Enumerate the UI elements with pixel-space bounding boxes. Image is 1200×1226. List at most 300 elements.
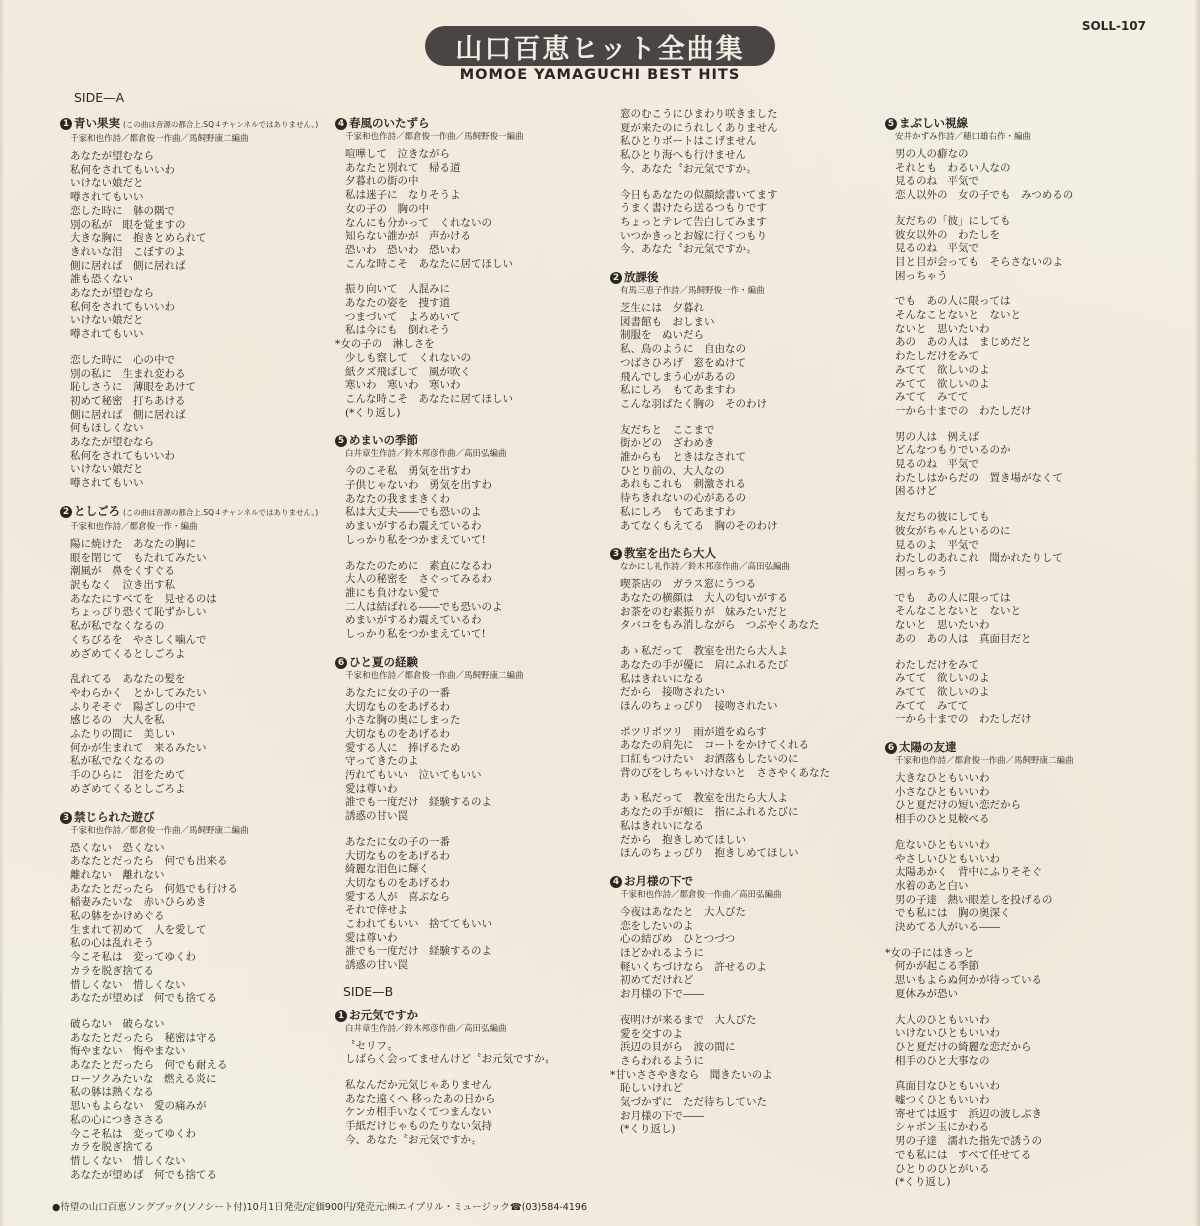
lyric-stanza	[885, 1014, 1074, 1069]
song-block	[335, 654, 555, 973]
lyric-line: 男の子達 熱い眼差しを投げるの	[895, 893, 1053, 906]
lyric-line: 見るのね 平気で	[895, 242, 979, 255]
lyric-stanza	[60, 150, 318, 342]
lyric-stanza	[885, 431, 1074, 500]
track-number-badge: 6	[335, 657, 347, 669]
lyric-line: 何かが生まれて 来るみたい	[70, 741, 207, 754]
song-title-text: ひと夏の経験	[349, 654, 418, 669]
song-title	[335, 654, 555, 670]
song-title	[885, 739, 1074, 755]
song-credit: 千家和也作詩／都倉俊一作曲／馬飼野康二編曲	[345, 670, 524, 681]
footer-notice: ●待望の山口百恵ソングブック(ソノシート付)10月1日発売/定価900円/発売元:㈱エイプリル・ミュージック☎(03)584-4196	[52, 1202, 587, 1213]
lyric-stanza	[335, 1040, 555, 1067]
lyric-line: 破らない 破らない	[70, 1017, 165, 1030]
lyric-line: 彼女以外の わたしを	[895, 228, 1000, 241]
track-number-badge: 2	[610, 272, 622, 284]
lyric-line: めざめてくるとしごろよ	[70, 782, 186, 795]
lyric-line: 背のびをしちゃいけないと ささやくあなた	[620, 766, 830, 779]
title-en: MOMOE YAMAGUCHI BEST HITS	[459, 67, 741, 83]
lyric-line: 相手のひと大事なの	[895, 1054, 990, 1067]
lyric-line: つばさひろげ 窓をぬけて	[620, 356, 746, 369]
lyric-line: どんなつもりでいるのか	[895, 444, 1011, 457]
lyric-line: 見るのね 平気で	[895, 458, 979, 471]
track-number-badge: 3	[610, 548, 622, 560]
lyric-line: 大人の秘密を さぐってみるわ	[345, 573, 492, 586]
lyric-line: わたしのあれこれ 聞かれたりして	[895, 552, 1063, 565]
lyric-line: 側に居れば 側に居れば	[70, 259, 186, 272]
lyric-line: あなたの手が頬に 指にふれるたびに	[620, 806, 799, 819]
song-block	[335, 115, 555, 420]
lyric-line: 恐いわ 恐いわ 恐いわ	[345, 243, 461, 256]
lyric-stanza	[610, 792, 830, 861]
lyric-stanza	[885, 511, 1074, 580]
lyric-line: あれもこれも 刺激される	[620, 478, 746, 491]
lyric-line: 私が私でなくなるの	[70, 620, 165, 633]
lyric-line: 図書館も おしまい	[620, 315, 715, 328]
lyric-line: ひと夏だけの短い恋だから	[895, 799, 1021, 812]
lyric-line: あゝ私だって 教室を出たら大人よ	[620, 792, 788, 805]
right-edge-shadow	[1194, 0, 1200, 1226]
lyric-line: あてなくもえてる 胸のそのわけ	[620, 519, 778, 532]
lyric-line: あなたが望めば 何でも捨てる	[70, 1168, 217, 1181]
song-title	[610, 873, 830, 889]
lyric-line: カラを脱ぎ捨てる	[70, 1141, 154, 1154]
lyric-line: お月様の下で――	[620, 988, 704, 1001]
lyric-line: 飛んでしまう心があるの	[620, 370, 736, 383]
song-credit: 千家和也作詩／都倉俊一作曲／馬飼野康二編曲	[70, 825, 249, 836]
song-title-text: 禁じられた遊び	[74, 809, 155, 824]
song-credit: 千家和也作詩／都倉俊一作曲／馬飼野俊一編曲	[345, 132, 524, 142]
lyric-stanza	[335, 560, 555, 642]
lyric-line: 別の私に 生まれ変わる	[70, 367, 186, 380]
lyric-line: くちびるを やさしく噛んで	[70, 633, 207, 646]
song-title	[610, 269, 830, 285]
lyric-line: 太陽あかく 背中にふりそそぐ	[895, 866, 1042, 879]
lyric-line: 待ちきれないの心があるの	[620, 492, 746, 505]
lyric-line: 私は今にも 倒れそう	[345, 324, 450, 337]
lyric-stanza	[610, 189, 830, 258]
lyric-line: (*くり返し)	[895, 1176, 951, 1189]
lyric-line: 感じるの 大人を私	[70, 714, 165, 727]
lyric-line: あなたが望むなら	[70, 150, 154, 162]
lyric-line: 一から十までの わたしだけ	[895, 713, 1032, 726]
lyric-line: 大切なものをあげるわ	[345, 700, 450, 713]
lyric-line: 気づかずに ただ待ちしていた	[620, 1096, 767, 1109]
lyric-line: 愛する人が 喜ぶなら	[345, 890, 450, 903]
lyric-line: あなた遠くへ 移ったあの日から	[345, 1092, 496, 1105]
lyric-line: こんな時こそ あなたに居てほしい	[345, 392, 513, 405]
lyric-line: 陽に焼けた あなたの胸に	[70, 537, 196, 550]
lyric-line: あの あの人は 真面目だと	[895, 632, 1032, 645]
lyric-line: みてて 欲しいのよ	[895, 363, 990, 376]
song-title	[335, 1007, 555, 1023]
lyric-line: 初めてだけれど	[620, 974, 694, 987]
song-title-text: としごろ	[74, 503, 120, 518]
lyric-line: やわらかく とかしてみたい	[70, 686, 207, 699]
lyric-line: 愛を交すのよ	[620, 1027, 683, 1040]
lyric-stanza	[60, 673, 318, 796]
lyric-line: 一から十までの わたしだけ	[895, 404, 1032, 417]
lyric-line: でも私には すべて任せてる	[895, 1148, 1032, 1161]
track-number-badge: 5	[335, 435, 347, 447]
lyric-line: ケンカ相手いなくてつまんない	[345, 1106, 492, 1119]
lyric-stanza	[610, 424, 830, 534]
lyric-stanza	[335, 465, 555, 547]
lyric-line: 手のひらに 泪をためて	[70, 769, 186, 782]
side-a-label: SIDE—A	[74, 90, 125, 105]
lyric-stanza	[885, 148, 1074, 203]
lyric-line: いけない娘だと	[70, 463, 144, 476]
lyric-line: ちょっとテレて告白してみます	[620, 215, 767, 228]
lyric-line: あなたとだったら 何処でも行ける	[70, 882, 238, 895]
lyric-line: あなたの手が優に 肩にふれるたび	[620, 658, 788, 671]
lyric-line: 私何をされてもいいわ	[70, 163, 175, 176]
left-edge-shadow	[0, 0, 4, 1226]
lyric-line: だから 抱きしめてほしい	[620, 833, 746, 846]
lyric-line: 眼を閉じて もたれてみたい	[70, 551, 207, 564]
lyric-line: 真面目なひともいいわ	[895, 1080, 1000, 1093]
lyric-line: ないと 思いたいわ	[895, 619, 990, 632]
lyric-line: いけない娘だと	[70, 314, 144, 327]
lyric-line: 今、あなた〝お元気ですか〟	[620, 243, 757, 256]
song-credit: 千家和也作詩／都倉俊一作・編曲	[70, 521, 198, 532]
track-number-badge: 1	[335, 1010, 347, 1022]
lyric-line: 恐くない 恐くない	[70, 841, 165, 854]
lyric-line: 嘘つくひともいいわ	[895, 1094, 990, 1107]
lyric-line: 男の人は 例えば	[895, 430, 979, 443]
lyrics-column-4	[885, 115, 1074, 1202]
lyric-line: 私何をされてもいいわ	[70, 300, 175, 313]
lyric-line: それとも わるい人なの	[895, 161, 1011, 174]
song-credit: なかにし礼作詩／鈴木邦彦作曲／高田弘編曲	[620, 562, 791, 573]
lyric-line: 何もほしくない	[70, 422, 144, 435]
lyric-line: そんなことないと ないと	[895, 309, 1021, 322]
lyric-line: 寒いわ 寒いわ 寒いわ	[345, 379, 461, 392]
song-block	[610, 873, 830, 1137]
lyric-line: 今日もあなたの似顔絵書いてます	[620, 188, 778, 201]
lyric-line: 私、鳥のように 自由なの	[620, 343, 746, 356]
lyric-line: 知らない誰かが 声かける	[345, 230, 471, 243]
song-title-text: まぶしい視線	[899, 116, 968, 130]
lyric-line: うまく書けたら送るつもりです	[620, 202, 767, 215]
song-block	[60, 115, 318, 491]
lyric-line: あなたの肩先に コートをかけてくれる	[620, 739, 809, 752]
lyric-line: 口紅もつけたい お洒落もしたいのに	[620, 753, 799, 766]
lyric-stanza	[610, 108, 830, 177]
song-block	[885, 115, 1074, 727]
song-credit: 有馬三恵子作詩／馬飼野俊一作・編曲	[620, 286, 765, 297]
song-title	[610, 545, 830, 561]
lyric-stanza	[610, 302, 830, 412]
lyric-line: 思いもよらぬ何かが待っている	[895, 974, 1042, 987]
lyric-line: 紙クズ飛ばして 風が吹く	[345, 365, 471, 378]
lyric-line: 見るのよ 平気で	[895, 538, 979, 551]
lyric-line: 惜しくない 惜しくない	[70, 978, 186, 991]
lyric-line: 今、あなた〝お元気ですか〟	[620, 162, 757, 175]
lyric-line: 少しも察して くれないの	[345, 351, 471, 364]
song-note: (この曲は音源の都合上.SQ４チャンネルではありません。)	[123, 120, 319, 129]
lyric-line: でも私には 胸の奥深く	[895, 907, 1011, 920]
lyric-line: そんなことないと ないと	[895, 605, 1021, 618]
lyric-stanza	[610, 906, 830, 1002]
song-title-text: 春風のいたずら	[349, 116, 430, 130]
lyric-line: 大切なものをあげるわ	[345, 849, 450, 862]
lyric-line: 水着のあと白い	[895, 879, 969, 892]
song-credit: 白井章生作詩／鈴木邦彦作曲／高田弘編曲	[345, 449, 507, 460]
lyric-line: ほんのちょっぴり 接吻されたい	[620, 699, 778, 712]
lyric-line: 私は大丈夫――でも恐いのよ	[345, 506, 482, 519]
lyric-line: 窓のむこうにひまわり咲きました	[620, 108, 778, 120]
lyric-line: 夕暮れの街の中	[345, 175, 419, 188]
lyric-line: 私ひとり海へも行けません	[620, 149, 746, 162]
lyric-line: 私何をされてもいいわ	[70, 449, 175, 462]
lyric-line: やさしいひともいいわ	[895, 852, 1000, 865]
song-title	[60, 115, 318, 133]
lyric-line: 大きなひともいいわ	[895, 772, 990, 785]
lyric-line: 私が私でなくなるの	[70, 755, 165, 768]
track-number-badge: 1	[60, 118, 72, 130]
song-block	[335, 1007, 555, 1148]
lyric-line: なんにも分かって くれないの	[345, 216, 492, 229]
lyric-stanza	[60, 538, 318, 661]
lyric-line: 街かどの ざわめき	[620, 437, 715, 450]
lyric-line: わたしはからだの 置き場がなくて	[895, 471, 1063, 484]
song-title-text: 教室を出たら大人	[624, 546, 716, 561]
lyric-line: 愛は尊いわ	[345, 931, 398, 944]
song-block	[610, 108, 830, 257]
lyric-line: わたしだけをみて	[895, 350, 979, 363]
lyric-stanza	[610, 1014, 830, 1137]
lyric-stanza	[60, 842, 318, 1006]
lyric-line: *女の子にはきっと	[885, 946, 975, 959]
track-number-badge: 4	[610, 876, 622, 888]
lyric-line: でも あの人に限っては	[895, 591, 1011, 604]
lyric-line: 稲妻みたいな 赤いひらめき	[70, 896, 207, 909]
lyric-line: 軽いくちづけなら 許せるのよ	[620, 960, 767, 973]
lyric-stanza	[335, 687, 555, 824]
lyric-line: あなたの姿を 捜す道	[345, 297, 450, 310]
lyric-line: お月様の下で――	[620, 1109, 704, 1122]
lyric-line: 私の心は乱れそう	[70, 937, 154, 950]
lyric-line: *女の子の 淋しさを	[335, 338, 435, 351]
lyric-line: 友だちと ここまで	[620, 423, 715, 436]
lyric-stanza	[885, 215, 1074, 284]
side-b-label: SIDE—B	[343, 983, 394, 999]
lyric-line: めざめてくるとしごろよ	[70, 647, 186, 660]
lyric-line: 生まれて初めて 人を愛して	[70, 923, 207, 936]
lyric-line: でも あの人に限っては	[895, 295, 1011, 308]
lyric-line: ふたりの間に 美しい	[70, 728, 175, 741]
lyric-line: 困っちゃう	[895, 565, 948, 578]
lyric-line: あなたに女の子の一番	[345, 835, 450, 848]
lyric-line: 芝生には 夕暮れ	[620, 302, 704, 315]
lyric-stanza	[60, 1018, 318, 1182]
song-title-text: めまいの季節	[349, 433, 418, 448]
lyric-line: 誘惑の甘い罠	[345, 810, 408, 823]
lyric-line: だから 接吻されたい	[620, 686, 725, 699]
song-credit: 千家和也作詩／都倉俊一作曲／馬飼野康二編曲	[895, 756, 1074, 767]
song-block	[610, 545, 830, 861]
track-number-badge: 4	[335, 118, 347, 130]
song-title-text: お月様の下で	[624, 873, 693, 888]
lyric-line: 恥しさうに 薄眼をあけて	[70, 381, 196, 394]
lyric-line: 男の子達 濡れた指先で誘うの	[895, 1135, 1042, 1148]
lyric-line: ポツリポツリ 雨が道をぬらす	[620, 725, 767, 738]
lyric-line: 夜明けが来るまで 大人びた	[620, 1013, 757, 1026]
song-note: (この曲は音源の都合上.SQ４チャンネルではありません。)	[123, 507, 319, 517]
lyric-line: 私にしろ もてあますわ	[620, 505, 736, 518]
lyric-line: しばらく会ってませんけど〝お元気ですか〟	[345, 1053, 555, 1066]
lyric-line: 私はきれいになる	[620, 819, 704, 832]
lyric-line: ちょっぴり恐くて恥ずかしい	[70, 606, 207, 619]
lyric-line: 誰にも負けない愛で	[345, 586, 440, 599]
track-number-badge: 2	[60, 506, 72, 518]
lyric-line: あなたが望むなら	[70, 287, 154, 300]
lyric-line: 汚れてもいい 泣いてもいい	[345, 769, 482, 782]
lyric-line: 手紙だけじゃものたりない気持	[345, 1120, 492, 1133]
lyric-line: 大人のひともいいわ	[895, 1013, 990, 1026]
lyric-line: 恋した時に 心の中で	[70, 353, 175, 366]
song-title-text: 太陽の友達	[899, 740, 957, 755]
lyric-line: 離れない 離れない	[70, 868, 165, 881]
lyric-line: あなたが望めば 何でも捨てる	[70, 992, 217, 1005]
lyric-line: 夏が来たのにうれしくありません	[620, 121, 778, 134]
lyric-line: 大切なものをあげるわ	[345, 727, 450, 740]
lyric-line: 今、あなた〝お元気ですか〟	[345, 1133, 482, 1146]
lyric-line: あなたとだったら 何でも出来る	[70, 855, 228, 868]
song-title	[60, 503, 318, 521]
lyric-line: 今こそ私は 変ってゆくわ	[70, 1127, 196, 1140]
lyric-line: あの あの人は まじめだと	[895, 336, 1032, 349]
lyric-line: 夏休みが恐い	[895, 987, 958, 1000]
lyric-line: 困っちゃう	[895, 269, 948, 282]
lyric-line: ほんのちょっぴり 抱きしめてほしい	[620, 847, 799, 860]
lyric-line: 今夜はあなたと 大人びた	[620, 905, 746, 918]
song-credit: 安井かずみ作詩／穂口雄右作・編曲	[895, 132, 1032, 142]
lyric-stanza	[610, 578, 830, 633]
song-title-text: 青い果実	[74, 116, 120, 130]
lyric-stanza	[60, 354, 318, 491]
lyric-line: シャボン玉にかわる	[895, 1121, 990, 1134]
lyric-line: (*くり返し)	[345, 406, 401, 419]
lyric-stanza	[335, 283, 555, 420]
lyric-line: あなたに女の子の一番	[345, 686, 450, 699]
lyric-line: ほどかれるように	[620, 947, 704, 960]
lyric-line: みてて 欲しいのよ	[895, 672, 990, 685]
lyric-line: 危ないひともいいわ	[895, 838, 990, 851]
lyric-line: 守ってきたのよ	[345, 755, 419, 768]
lyric-line: 誘惑の甘い罠	[345, 959, 408, 972]
lyric-line: きれいな泪 こぼすのよ	[70, 245, 186, 258]
lyric-line: あなたの我ままきくわ	[345, 492, 450, 505]
song-block	[610, 269, 830, 533]
lyric-line: あなたのために 素直になるわ	[345, 559, 492, 572]
track-number-badge: 3	[60, 812, 72, 824]
lyric-line: 噂されてもいい	[70, 477, 144, 490]
lyric-line: 恋をしたいのよ	[620, 919, 694, 932]
lyric-line: 誰でも一度だけ 経験するのよ	[345, 945, 492, 958]
lyric-line: 友だちの彼にしても	[895, 511, 990, 524]
lyrics-column-3	[610, 108, 830, 1149]
lyric-line: めまいがするわ震えているわ	[345, 520, 482, 533]
lyrics-column-2	[335, 115, 555, 1159]
lyric-line: 寄せては返す 浜辺の波しぶき	[895, 1107, 1042, 1120]
lyric-line: (*くり返し)	[620, 1123, 676, 1136]
lyric-stanza	[885, 947, 1074, 1002]
lyric-line: 子供じゃないわ 勇気を出すわ	[345, 479, 492, 492]
lyric-line: つまづいて よろめいて	[345, 310, 461, 323]
lyric-line: 喫茶店の ガラス窓にうつる	[620, 578, 757, 591]
song-title	[60, 809, 318, 825]
song-block	[60, 809, 318, 1183]
lyric-line: 思いもよらない 愛の痛みが	[70, 1100, 207, 1113]
lyric-line: 振り向いて 人混みに	[345, 283, 450, 296]
lyric-line: 今のこそ私 勇気を出すわ	[345, 465, 471, 478]
lyric-line: 恥しいけれど	[620, 1082, 683, 1095]
lyric-line: 彼女がちゃんといるのに	[895, 524, 1011, 537]
song-title-text: お元気ですか	[349, 1007, 418, 1022]
song-block	[60, 503, 318, 797]
lyric-line: さらわれるように	[620, 1054, 704, 1067]
lyric-line: ひとり前の、大人なの	[620, 464, 725, 477]
lyric-line: いけない娘だと	[70, 177, 144, 190]
lyric-line: 誰からも ときはなされて	[620, 451, 746, 464]
song-credit: 白井章生作詩／鈴木邦彦作曲／高田弘編曲	[345, 1023, 507, 1034]
lyric-line: 男の人の癖なの	[895, 148, 969, 160]
lyric-line: 相手のひと見較べる	[895, 813, 990, 826]
track-number-badge: 6	[885, 742, 897, 754]
lyric-line: 見るのね 平気で	[895, 175, 979, 188]
lyric-stanza	[885, 659, 1074, 728]
lyric-line: *甘いささやきなら 聞きたいのよ	[610, 1068, 773, 1081]
lyric-line: タバコをもみ消しながら つぶやくあなた	[620, 619, 820, 632]
lyric-line: 二人は結ばれる――でも恐いのよ	[345, 600, 503, 613]
lyric-line: 誰も恐くない	[70, 273, 133, 286]
lyric-line: 私は迷子に なりそうよ	[345, 189, 461, 202]
song-block	[885, 739, 1074, 1190]
lyric-line: 誰でも一度だけ 経験するのよ	[345, 796, 492, 809]
lyric-line: 大切なものをあげるわ	[345, 876, 450, 889]
lyric-line: 私の心につきささる	[70, 1113, 165, 1126]
lyric-line: 大きな胸に 抱きとめられて	[70, 232, 207, 245]
lyric-stanza	[885, 839, 1074, 935]
lyric-line: 小さな胸の奥にしまった	[345, 714, 461, 727]
title-jp: 山口百恵ヒット全曲集	[455, 33, 745, 65]
lyric-line: こんな羽ばたく胸の そのわけ	[620, 397, 767, 410]
song-title	[335, 115, 555, 131]
lyric-line: ふりそそぐ 陽ざしの中で	[70, 700, 196, 713]
song-credit: 千家和也作詩／都倉俊一作曲／馬飼野康二編曲	[70, 134, 249, 144]
lyric-line: 乱れてる あなたの髪を	[70, 673, 186, 686]
lyric-line: 喧嘩して 泣きながら	[345, 148, 450, 160]
lyric-line: 困るけど	[895, 485, 937, 498]
lyric-line: 女の子の 胸の中	[345, 202, 429, 215]
lyric-stanza	[885, 772, 1074, 827]
lyric-stanza	[335, 1079, 555, 1148]
song-title	[335, 432, 555, 448]
lyric-line: 私なんだか元気じゃありません	[345, 1078, 492, 1091]
lyric-line: あなたにすべてを 見せるのは	[70, 592, 217, 605]
lyric-line: ないと 思いたいわ	[895, 322, 990, 335]
lyric-line: 友だちの「彼」にしても	[895, 214, 1011, 227]
lyric-line: 綺麗な泪色に輝く	[345, 863, 429, 876]
lyric-line: 目と目が会っても そらさないのよ	[895, 255, 1063, 268]
lyric-line: こんな時こそ あなたに居てほしい	[345, 257, 513, 270]
lyric-line: 潮風が 鼻をくすぐる	[70, 565, 175, 578]
lyric-line: 何かが起こる季節	[895, 960, 979, 973]
lyric-line: ひとりのひとがいる	[895, 1162, 990, 1175]
song-title	[885, 115, 1074, 131]
